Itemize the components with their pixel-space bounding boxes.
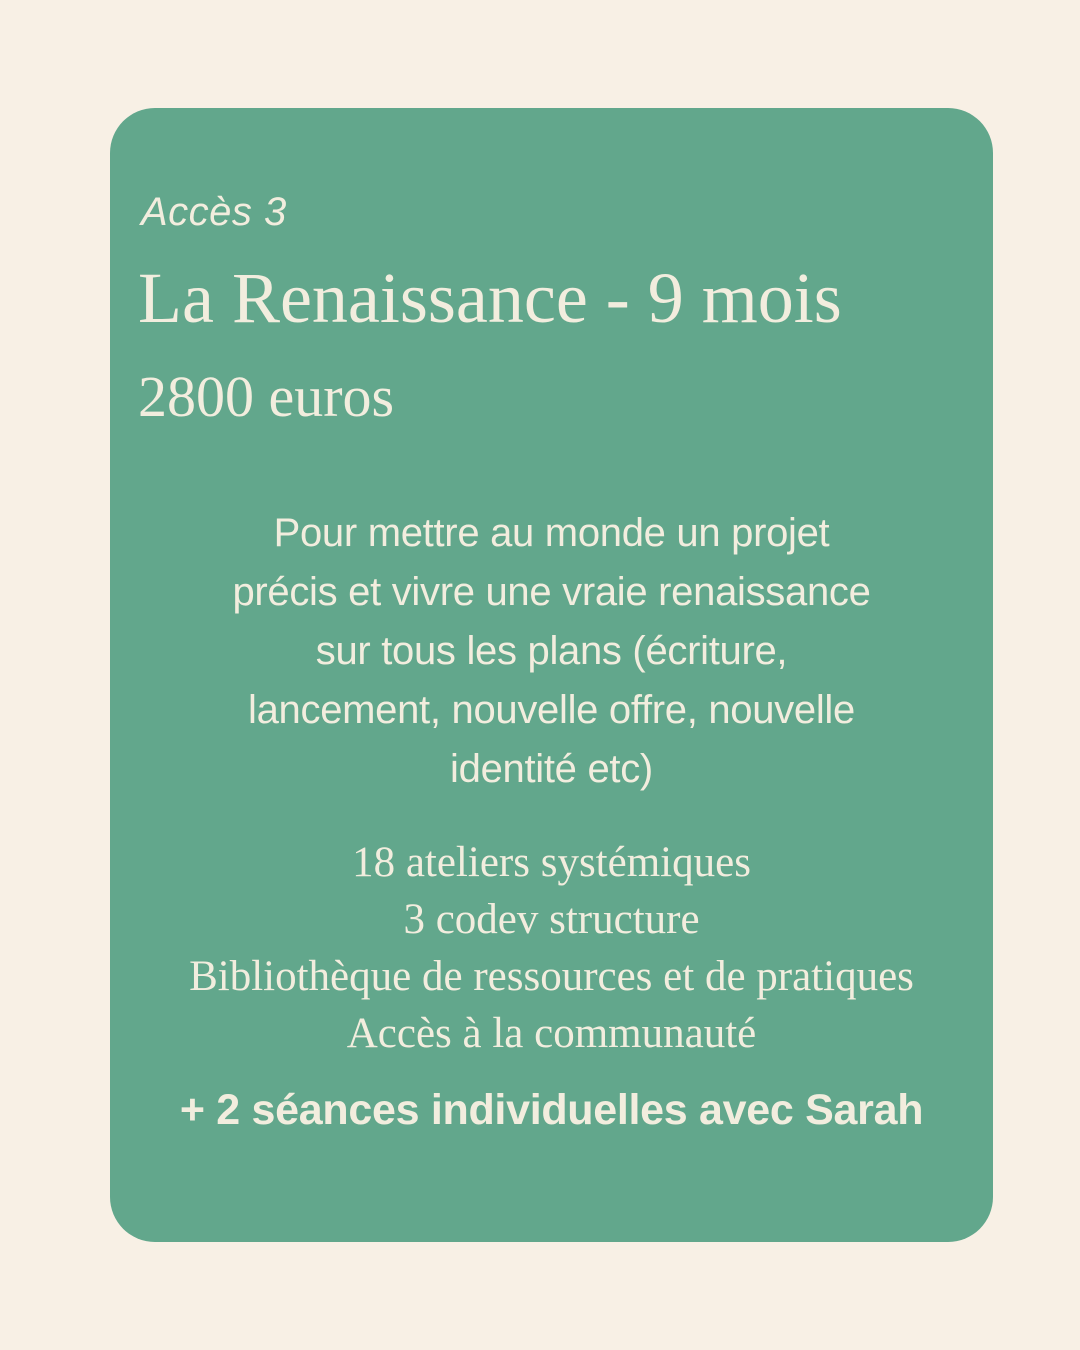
feature-item: Accès à la communauté <box>346 1010 757 1057</box>
description-line: sur tous les plans (écriture, <box>315 629 788 673</box>
offer-price: 2800 euros <box>138 364 395 429</box>
offer-feature-list <box>110 834 993 1062</box>
description-line: précis et vivre une vraie renaissance <box>232 570 871 614</box>
description-line: identité etc) <box>450 747 653 791</box>
description-line: lancement, nouvelle offre, nouvelle <box>248 688 855 732</box>
offer-highlight: + 2 séances individuelles avec Sarah <box>179 1086 924 1134</box>
offer-description <box>110 504 993 799</box>
feature-item: 3 codev structure <box>403 896 700 943</box>
feature-item: 18 ateliers systémiques <box>352 839 751 886</box>
offer-card <box>110 108 993 1242</box>
description-line: Pour mettre au monde un projet <box>273 511 830 555</box>
offer-eyebrow-label: Accès 3 <box>141 190 287 234</box>
offer-title: La Renaissance - 9 mois <box>138 258 842 338</box>
feature-item: Bibliothèque de ressources et de pratiques <box>189 953 914 1000</box>
